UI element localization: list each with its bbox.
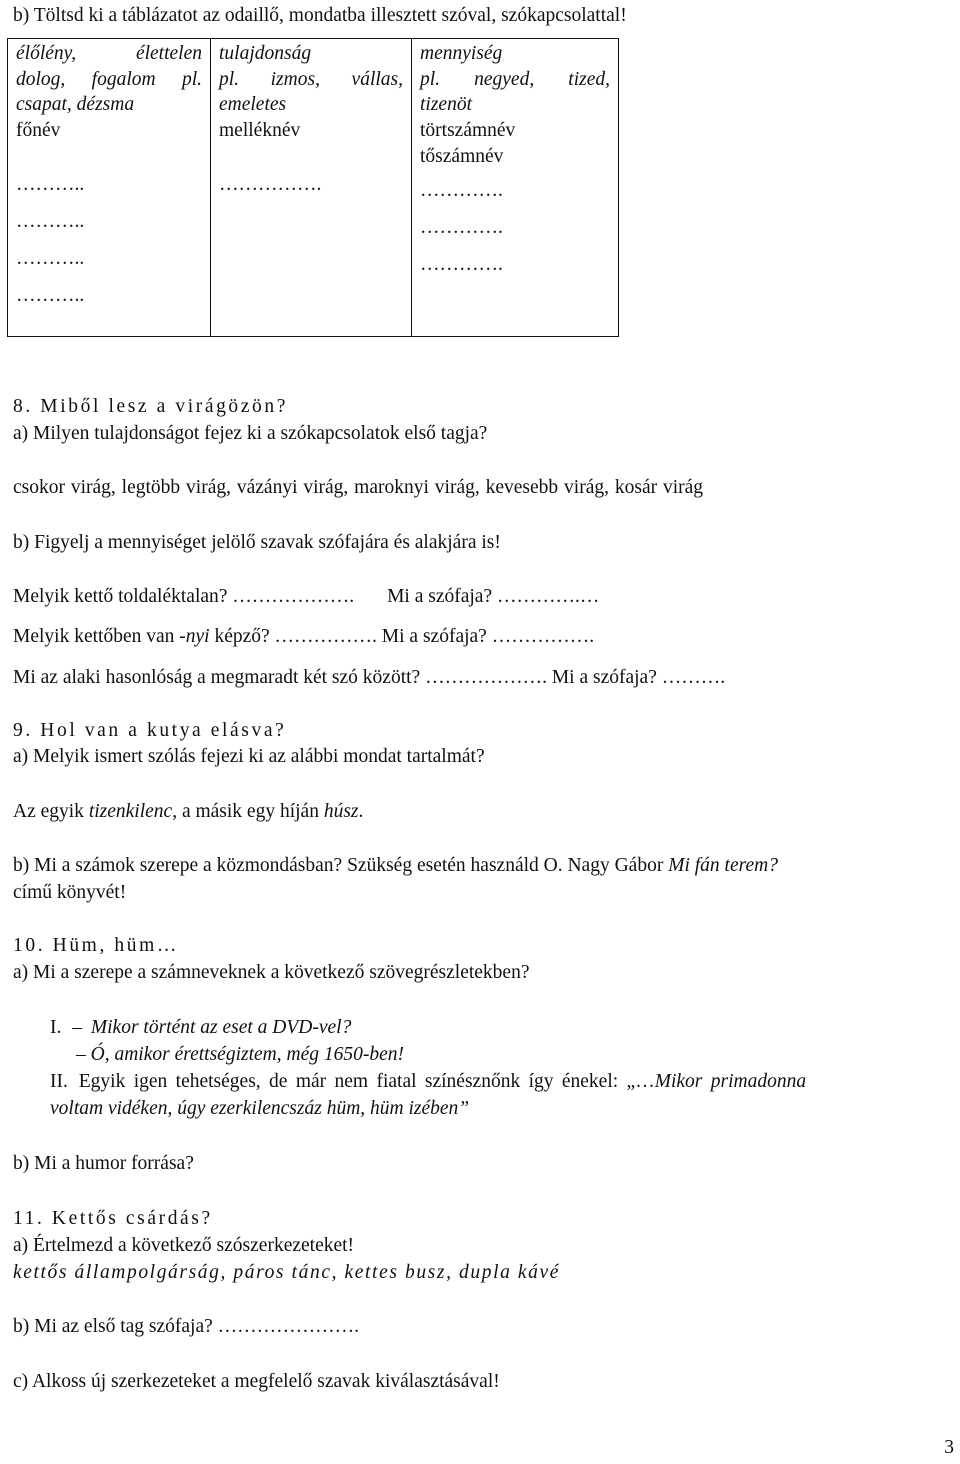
question-text: a) Milyen tulajdonságot fejez ki a szókapcsolatok első tagja? [13,423,488,444]
question-text: képző? ……………. Mi a szófaja? ……………. [209,626,595,647]
blank-line[interactable]: ……….. [16,173,85,195]
blank-lines [16,166,202,314]
question-text: b) Mi a számok szerepe a közmondásban? Szükség esetén használd O. Nagy Gábor [13,855,669,876]
cell-text: főnév [16,120,61,142]
table-cell-adjective [211,39,412,337]
section-title: 11. Kettős csárdás? [13,1208,213,1229]
cell-text: melléknév [219,120,301,142]
quote-text: Mikor primadonna [654,1071,807,1092]
quote-text: voltam vidéken, úgy ezerkilencszáz hüm, hüm izében” [50,1098,470,1119]
blank-line[interactable]: ……….. [16,210,85,232]
blank-line[interactable]: ……….. [16,285,85,307]
fill-in-table [7,38,619,337]
blank-line[interactable]: ……………. [219,173,322,195]
book-title: Mi fán terem? [668,855,778,876]
blank-line[interactable]: …………. [420,216,503,238]
cell-text: mennyiség [420,43,503,64]
cell-text: tizenöt [420,94,472,116]
section-title: 8. Miből lesz a virágözön? [13,396,288,417]
question-text: a) Melyik ismert szólás fejezi ki az alábbi mondat tartalmát? [13,746,485,767]
question-text: Melyik kettő toldaléktalan? ………………. [13,586,355,607]
example-sentence [13,800,363,824]
question-text: b) Figyelj a mennyiséget jelölő szavak szófajára és alakjára is! [13,532,501,553]
question-text: c) Alkoss új szerkezeteket a megfelelő szavak kiválasztásával! [13,1371,500,1392]
blank-line[interactable]: …………. [420,253,503,275]
question-line [13,854,778,878]
dialogue-text: – Ó, amikor érettségiztem, még 1650-ben! [76,1044,404,1065]
question-text: a) Értelmezd a következő szószerkezeteket! [13,1235,355,1256]
sentence-part: húsz [323,801,359,822]
table-cell-noun [8,39,211,337]
table-cell-numeral [412,39,619,337]
question-text: Mi a szófaja? ………….… [387,586,600,607]
sentence-part: Az egyik [13,801,89,822]
question-text: című könyvét! [13,882,127,903]
word-list: csokor virág, legtöbb virág, vázányi virág, maroknyi virág, kevesebb virág, kosár virág [13,477,704,498]
quote-line [50,1070,806,1094]
question-text: b) Mi az első tag szófaja? …………………. [13,1316,360,1337]
quote-text: Egyik igen tehetséges, de már nem fiatal színésznőnk így énekel: „… [78,1071,655,1092]
blank-line[interactable]: …………. [420,179,503,201]
question-line [13,625,594,649]
cell-text: dolog, fogalom pl. [16,68,202,90]
question-text: nyi [185,626,210,647]
blank-line[interactable]: ……….. [16,248,85,270]
cell-text: pl. negyed, tized, [420,68,610,90]
dialogue-line [50,1016,351,1040]
blank-lines [219,166,403,203]
section-title: 10. Hüm, hüm… [13,935,179,956]
section-title: 9. Hol van a kutya elásva? [13,720,287,741]
cell-text: tulajdonság [219,43,312,64]
page-number: 3 [944,1437,954,1458]
dialogue-text: Mikor történt az eset a DVD-vel? [90,1017,352,1038]
cell-text: élőlény, élettelen [16,43,202,64]
question-text: Melyik kettőben van - [13,626,186,647]
sentence-part: , a másik egy híján [172,801,324,822]
dash: – [72,1017,82,1038]
cell-text: csapat, dézsma [16,94,135,116]
cell-text: tőszámnév [420,145,504,167]
question-text: Mi az alaki hasonlóság a megmaradt két szó között? ………………. Mi a szófaja? ………. [13,667,726,688]
item-label: I. [50,1017,62,1038]
sentence-part: . [358,801,364,822]
phrase-list: kettős állampolgárság, páros tánc, kettes busz, dupla kávé [13,1262,561,1283]
question-text: a) Mi a szerepe a számneveknek a következő szövegrészletekben? [13,962,530,983]
question-line [13,585,599,609]
question-text: b) Mi a humor forrása? [13,1153,194,1174]
instruction-b: b) Töltsd ki a táblázatot az odaillő, mondatba illesztett szóval, szókapcsolattal! [13,5,627,26]
cell-text: törtszámnév [420,120,516,142]
sentence-part: tizenkilenc [88,801,173,822]
item-label: II. [50,1071,68,1092]
cell-text: pl. izmos, vállas, [219,68,403,90]
cell-text: emeletes [219,94,287,116]
blank-lines [420,172,610,283]
